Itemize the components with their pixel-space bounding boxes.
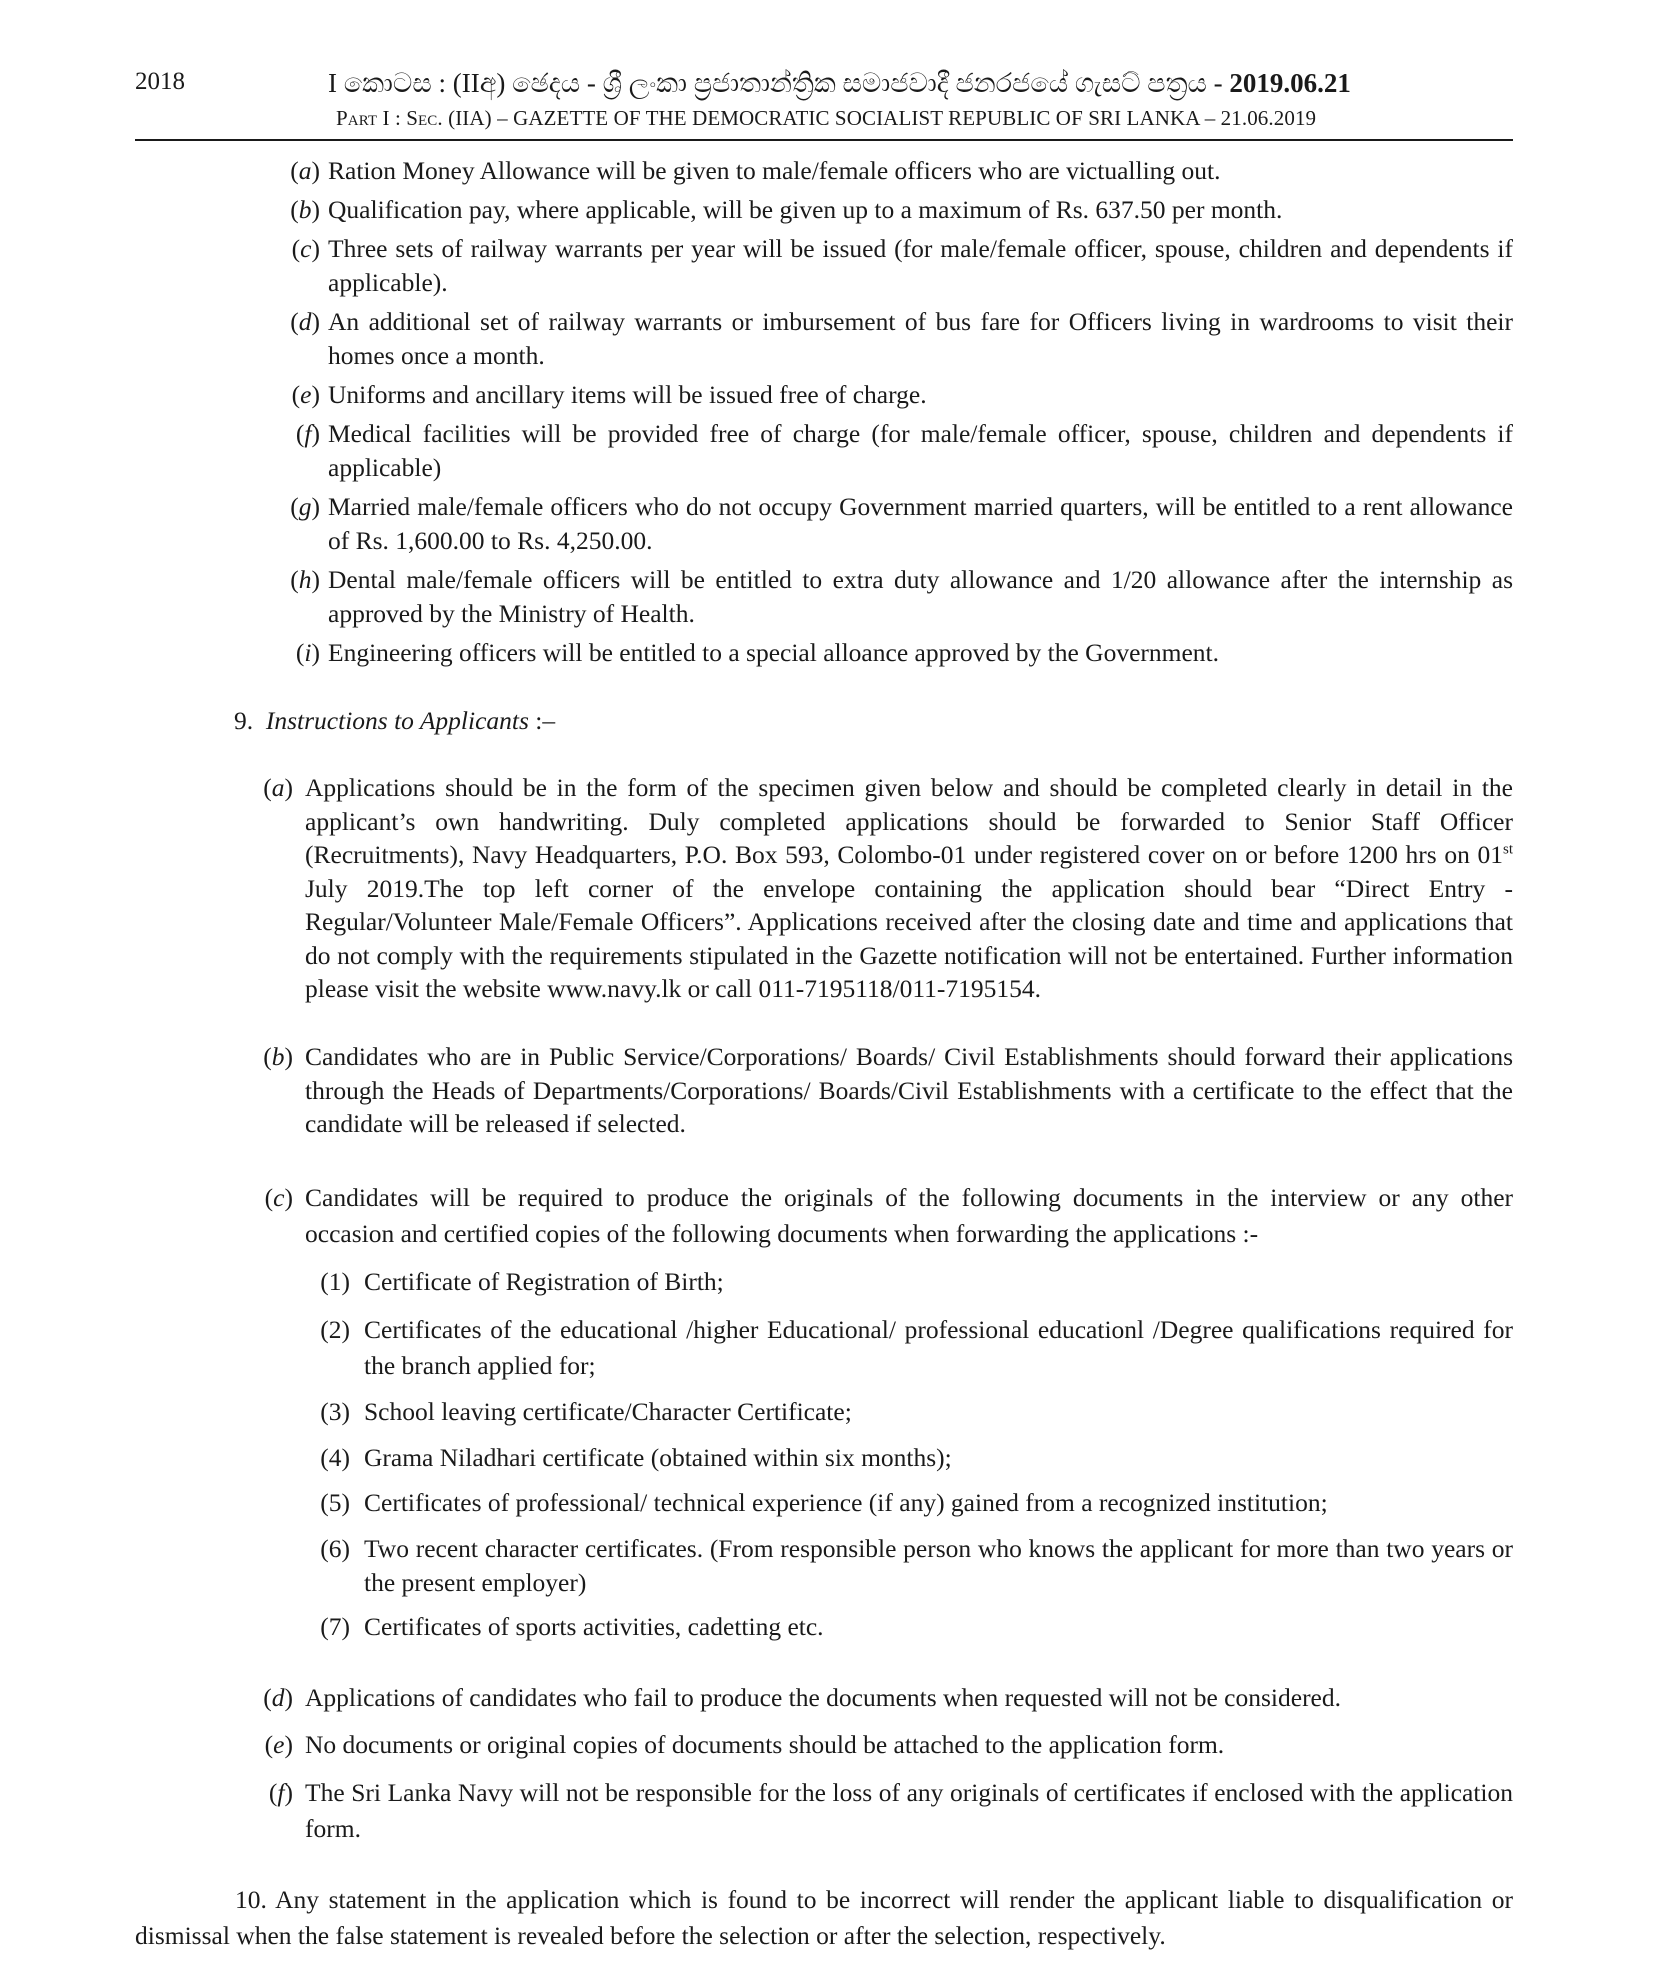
instruction-text: Applications of candidates who fail to produce the documents when requested will not be considered. [305, 1683, 1341, 1712]
document-marker: (4) [320, 1443, 350, 1472]
section-title-suffix: :– [528, 706, 556, 735]
list-marker: (e) [291, 380, 320, 409]
list-marker: (d) [290, 307, 320, 336]
document-marker: (3) [320, 1397, 350, 1426]
list-item-text: Ration Money Allowance will be given to male/female officers who are victualling out. [328, 156, 1221, 185]
document-text: Two recent character certificates. (From responsible person who knows the applicant for more than two years or the present employer) [364, 1534, 1513, 1597]
list-marker: (c) [264, 1183, 293, 1212]
list-item-text: Married male/female officers who do not occupy Government married quarters, will be entitled to a rent allowance of Rs. 1,600.00 to Rs. 4,250.00. [328, 492, 1513, 555]
document-text: School leaving certificate/Character Certificate; [364, 1397, 852, 1426]
list-marker: (f) [268, 1778, 293, 1807]
instruction-item-d [255, 1681, 1513, 1715]
instruction-item-f [255, 1775, 1513, 1847]
list-item-text: Dental male/female officers will be entitled to extra duty allowance and 1/20 allowance after the internship as approved by the Ministry of Health. [328, 565, 1513, 628]
document-item [310, 1486, 1513, 1520]
document-item [310, 1532, 1513, 1599]
list-item [272, 417, 1513, 484]
list-item-text: Three sets of railway warrants per year will be issued (for male/female officer, spouse, children and dependents if applicable). [328, 234, 1513, 297]
list-item-text: Qualification pay, where applicable, will be given up to a maximum of Rs. 637.50 per month. [328, 195, 1283, 224]
document-item [310, 1312, 1513, 1384]
list-item [272, 490, 1513, 557]
list-item [272, 563, 1513, 630]
page-number: 2018 [135, 68, 185, 95]
list-marker: (c) [291, 234, 320, 263]
header-english-text: (IIA) – GAZETTE OF THE DEMOCRATIC SOCIALIST REPUBLIC OF SRI LANKA – 21.06.2019 [448, 106, 1317, 130]
instruction-text: Candidates who are in Public Service/Corporations/ Boards/ Civil Establishments should forward their applications through the Heads of Departments/Corporations/ Boards/Civil Establishments with a certificate to the effect that the candidate will be released if selected. [305, 1042, 1513, 1138]
list-marker: (b) [263, 1042, 293, 1071]
list-marker: (b) [290, 195, 320, 224]
list-marker: (e) [264, 1730, 293, 1759]
document-text: Certificates of sports activities, cadetting etc. [364, 1612, 824, 1641]
document-item [310, 1395, 1513, 1429]
list-marker: (a) [263, 773, 293, 802]
header-sinhala-title [328, 68, 1400, 100]
list-item [272, 378, 1513, 412]
list-item [272, 305, 1513, 372]
instruction-text: The Sri Lanka Navy will not be responsible for the loss of any originals of certificates if enclosed with the application form. [305, 1778, 1513, 1843]
document-text: Certificates of the educational /higher Educational/ professional educationl /Degree qualifications required for the branch applied for; [364, 1315, 1513, 1380]
list-marker: (f) [295, 419, 320, 448]
document-text: Certificate of Registration of Birth; [364, 1267, 724, 1296]
list-marker: (i) [295, 638, 320, 667]
header-english-title [336, 106, 1316, 131]
list-item-text: Uniforms and ancillary items will be issued free of charge. [328, 380, 927, 409]
section-heading-9 [234, 704, 555, 738]
list-marker: (g) [290, 492, 320, 521]
document-text: Grama Niladhari certificate (obtained within six months); [364, 1443, 952, 1472]
header-part-label: Part I : Sec. [336, 106, 443, 130]
list-marker: (d) [263, 1683, 293, 1712]
instruction-item-b [255, 1040, 1513, 1141]
instruction-text: No documents or original copies of documents should be attached to the application form. [305, 1730, 1225, 1759]
header-sinhala-date: 2019.06.21 [1229, 68, 1351, 98]
header-rule [135, 139, 1513, 141]
list-item-text: An additional set of railway warrants or imbursement of bus fare for Officers living in wardrooms to visit their homes once a month. [328, 307, 1513, 370]
list-item [272, 193, 1513, 227]
document-marker: (2) [320, 1315, 350, 1344]
document-item [310, 1441, 1513, 1475]
document-marker: (6) [320, 1534, 350, 1563]
list-item [272, 636, 1513, 670]
section-10-paragraph: 10. Any statement in the application which is found to be incorrect will render the applicant liable to disqualification or dismissal when the false statement is revealed before the selection or after the selection, respectively. [135, 1885, 1513, 1950]
instruction-item-e [255, 1728, 1513, 1762]
instruction-text: Applications should be in the form of the specimen given below and should be completed clearly in detail in the applicant’s own handwriting. Duly completed applications should be forwarded to Senior Staff Officer (Recruitments), Navy Headquarters, P.O. Box 593, Colombo-01 under registered cover on or before 1200 hrs on 01st July 2019.The top left corner of the envelope containing the application should bear “Direct Entry - Regular/Volunteer Male/Female Officers”. Applications received after the closing date and time and applications that do not comply with the requirements stipulated in the Gazette notification will not be entertained. Further information please visit the website www.navy.lk or call 011-7195118/011-7195154. [305, 773, 1513, 1003]
header-sinhala-text: I කොටස : (IIඅ) ඡෙදය - ශ්‍රී ලංකා ප්‍රජාතාන්ත්‍රික සමාජවාදී ජනරජයේ ගැසට් පත්‍රය - [328, 68, 1223, 98]
instruction-text: Candidates will be required to produce the originals of the following documents in the interview or any other occasion and certified copies of the following documents when forwarding the applications :- [305, 1183, 1513, 1248]
section-title: Instructions to Applicants [265, 706, 529, 735]
section-number: 9. [234, 706, 254, 735]
document-item [310, 1610, 1513, 1644]
instruction-item-c [255, 1180, 1513, 1252]
list-item-text: Medical facilities will be provided free of charge (for male/female officer, spouse, children and dependents if applicable) [328, 419, 1513, 482]
list-item [272, 232, 1513, 299]
instruction-item-a [255, 771, 1513, 1006]
document-marker: (5) [320, 1488, 350, 1517]
document-item [310, 1265, 1513, 1299]
list-marker: (a) [290, 156, 320, 185]
list-marker: (h) [290, 565, 320, 594]
document-marker: (1) [320, 1267, 350, 1296]
list-item [272, 154, 1513, 188]
document-text: Certificates of professional/ technical experience (if any) gained from a recognized institution; [364, 1488, 1328, 1517]
document-marker: (7) [320, 1612, 350, 1641]
list-item-text: Engineering officers will be entitled to a special alloance approved by the Government. [328, 638, 1220, 667]
